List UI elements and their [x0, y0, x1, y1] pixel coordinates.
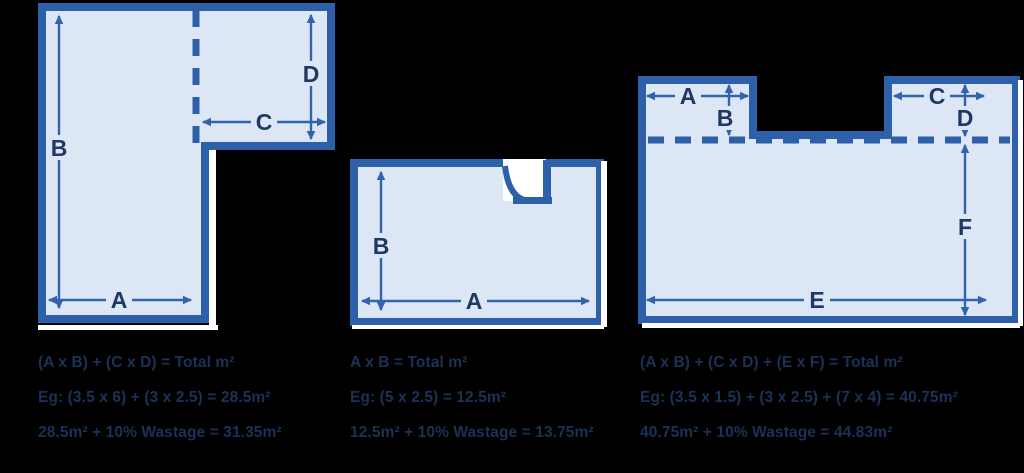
door-jamb: [543, 160, 551, 203]
dimension-label-a: A: [465, 288, 483, 314]
rectangular-room-figure: [350, 159, 606, 326]
dimension-label-a: A: [110, 287, 128, 313]
example-line: Eg: (3.5 x 1.5) + (3 x 2.5) + (7 x 4) = 40.75m²: [640, 389, 958, 406]
example-line: Eg: (3.5 x 6) + (3 x 2.5) = 28.5m²: [38, 389, 271, 406]
dimension-label-d: D: [956, 105, 974, 131]
example-line: Eg: (5 x 2.5) = 12.5m²: [350, 389, 506, 406]
diagram-complex-room: [638, 76, 1020, 324]
formula-block-rectangle: [350, 345, 594, 450]
dimension-label-b: B: [716, 105, 734, 131]
white-matte-sliver: [601, 161, 607, 327]
wastage-line: 12.5m² + 10% Wastage = 13.75m²: [350, 424, 594, 441]
formula-line: A x B = Total m²: [350, 354, 468, 371]
dimension-label-f: F: [957, 214, 973, 240]
formula-line: (A x B) + (C x D) = Total m²: [38, 354, 235, 371]
wastage-line: 40.75m² + 10% Wastage = 44.83m²: [640, 424, 893, 441]
dimension-label-b: B: [50, 135, 68, 161]
white-matte-sliver: [352, 325, 604, 329]
wastage-line: 28.5m² + 10% Wastage = 31.35m²: [38, 424, 282, 441]
diagram-l-shaped-room: [38, 3, 335, 325]
complex-room-figure: [638, 76, 1020, 324]
white-matte-sliver: [209, 150, 216, 330]
l-room-outline: [42, 7, 331, 319]
white-matte-sliver: [1018, 80, 1023, 326]
door-leaf: [513, 197, 552, 204]
dimension-label-d: D: [302, 61, 320, 87]
formula-line: (A x B) + (C x D) + (E x F) = Total m²: [640, 354, 903, 371]
formula-block-complex: [640, 345, 958, 450]
l-shaped-room-figure: [38, 3, 335, 325]
dimension-label-e: E: [809, 287, 825, 313]
white-matte-sliver: [38, 325, 218, 330]
diagram-rectangular-room: [350, 159, 606, 326]
white-matte-sliver: [642, 323, 1020, 328]
dimension-label-c: C: [928, 83, 946, 109]
dimension-label-b: B: [372, 233, 390, 259]
dimension-label-c: C: [255, 109, 273, 135]
dimension-label-a: A: [679, 83, 697, 109]
formula-block-l-shape: [38, 345, 282, 450]
